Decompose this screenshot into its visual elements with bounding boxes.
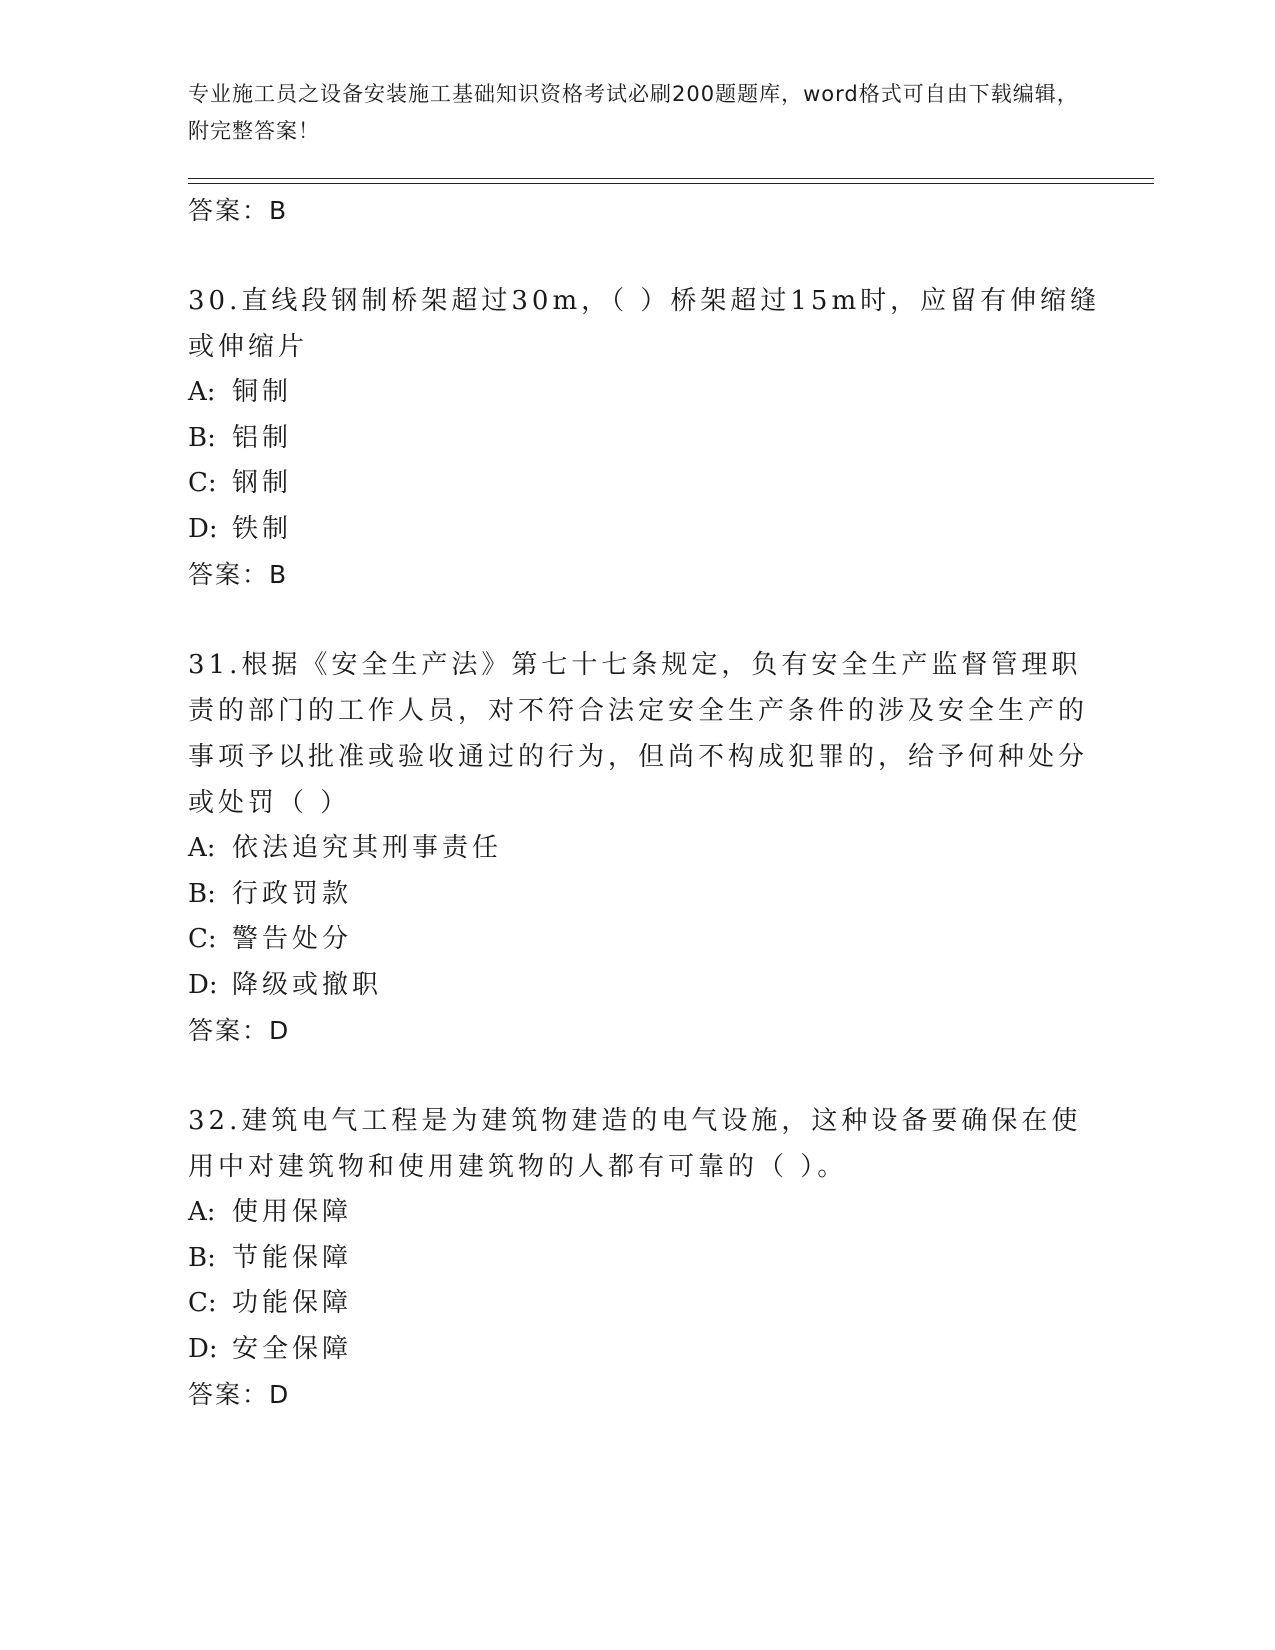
- option-a: [188, 1190, 1108, 1236]
- answer-line: 答案：D: [188, 1380, 291, 1409]
- option-text: 使用保障: [232, 1197, 353, 1227]
- option-text: 降级或撤职: [232, 969, 383, 1000]
- option-key: C:: [188, 924, 217, 954]
- option-b: [188, 416, 1108, 462]
- option-key: B:: [188, 422, 216, 453]
- option-key: D:: [188, 513, 218, 544]
- option-d: [188, 963, 1108, 1009]
- answer-line: 答案：B: [188, 560, 289, 589]
- answer-line: 答案：B: [188, 196, 289, 225]
- option-key: A:: [188, 1197, 216, 1227]
- answer-line: 答案：D: [188, 1016, 291, 1045]
- question-text: [188, 1098, 1108, 1190]
- question-30: [188, 278, 1108, 598]
- option-key: B:: [188, 1242, 216, 1273]
- option-key: D:: [188, 969, 218, 1000]
- question-text: [188, 642, 1108, 826]
- question-body: 直线段钢制桥架超过30m，（ ）桥架超过15m时，应留有伸缩缝或伸缩片: [188, 286, 1101, 362]
- question-number: 31.: [188, 650, 242, 680]
- option-text: 安全保障: [232, 1333, 353, 1364]
- question-31: [188, 642, 1108, 1054]
- question-body: 根据《安全生产法》第七十七条规定，负有安全生产监督管理职责的部门的工作人员，对不符合法定安全生产条件的涉及安全生产的事项予以批准或验收通过的行为，但尚不构成犯罪的，给予何种处分或处罚（ ）: [188, 650, 1089, 818]
- question-body: 建筑电气工程是为建筑物建造的电气设施，这种设备要确保在使用中对建筑物和使用建筑物的人都有可靠的（ ）。: [188, 1106, 1082, 1182]
- document-header: 专业施工员之设备安装施工基础知识资格考试必刷200题题库，word格式可自由下载编辑，附完整答案！: [188, 82, 1079, 143]
- option-text: 功能保障: [232, 1288, 353, 1318]
- option-text: 铜制: [232, 377, 293, 407]
- option-b: [188, 872, 1108, 918]
- option-key: A:: [188, 377, 216, 407]
- option-text: 行政罚款: [232, 878, 353, 909]
- option-c: [188, 461, 1108, 507]
- option-b: [188, 1236, 1108, 1282]
- option-c: [188, 1281, 1108, 1327]
- option-key: D:: [188, 1333, 218, 1364]
- option-text: 钢制: [232, 468, 293, 498]
- header-divider-top: [188, 178, 1154, 179]
- option-a: [188, 826, 1108, 872]
- option-d: [188, 1327, 1108, 1373]
- option-text: 铝制: [232, 422, 293, 453]
- option-text: 节能保障: [232, 1242, 353, 1273]
- option-key: A:: [188, 833, 216, 863]
- option-key: C:: [188, 1288, 217, 1318]
- option-d: [188, 507, 1108, 553]
- option-c: [188, 917, 1108, 963]
- option-key: C:: [188, 468, 217, 498]
- option-text: 铁制: [232, 513, 293, 544]
- question-32: [188, 1098, 1108, 1418]
- option-a: [188, 370, 1108, 416]
- option-text: 警告处分: [232, 924, 353, 954]
- option-key: B:: [188, 878, 216, 909]
- header-divider-bottom: [188, 183, 1154, 184]
- question-number: 32.: [188, 1106, 242, 1136]
- question-list: [188, 188, 1108, 1418]
- question-text: [188, 278, 1108, 370]
- question-number: 30.: [188, 286, 242, 316]
- option-text: 依法追究其刑事责任: [232, 833, 503, 863]
